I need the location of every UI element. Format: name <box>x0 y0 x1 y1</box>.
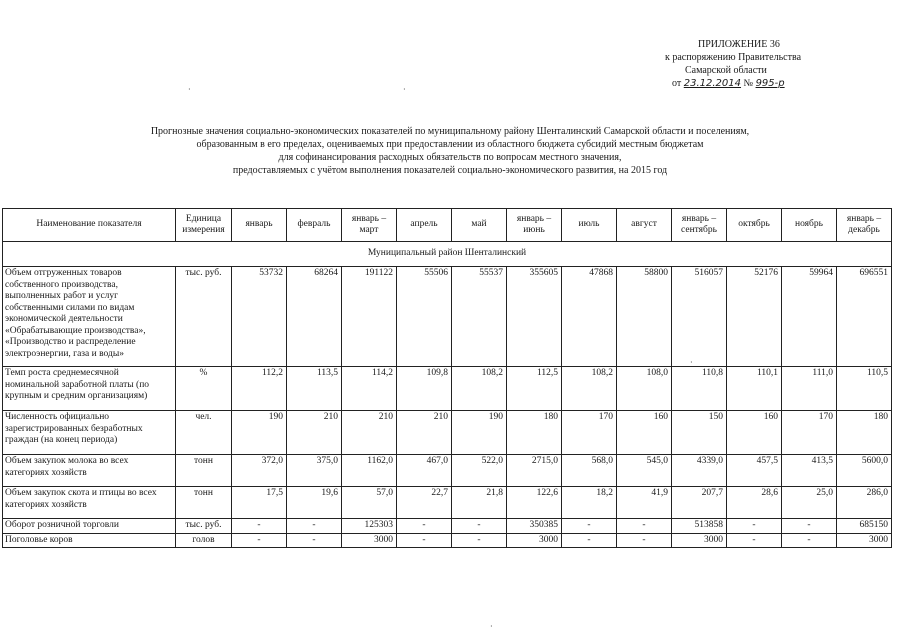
table-row <box>3 267 892 367</box>
value-cell: 19,6 <box>287 487 342 519</box>
scan-dot: · <box>188 85 191 94</box>
value-cell: 180 <box>837 411 892 455</box>
header-row <box>3 209 892 242</box>
appendix-region: Самарской области <box>685 65 767 76</box>
value-cell: 114,2 <box>342 367 397 411</box>
indicator-name: Темп роста среднемесячной номинальной заработной платы (по крупным и средним организациям) <box>3 367 176 411</box>
value-cell: 52176 <box>727 267 782 367</box>
title-line: предоставляемых с учётом выполнения показателей социально-экономического развития, на 2015 год <box>232 165 668 176</box>
value-cell: 58800 <box>617 267 672 367</box>
column-header: январь – сентябрь <box>672 209 727 242</box>
value-cell: - <box>727 533 782 548</box>
unit-cell: тонн <box>176 455 232 487</box>
value-cell: 1162,0 <box>342 455 397 487</box>
scan-dot: · <box>490 622 493 631</box>
table-row <box>3 455 892 487</box>
indicator-name: Объем отгруженных товаров собственного производства, выполненных работ и услуг собственными силами по видам экономической деятельности «Обрабатывающие производства», «Производство и распределение электроэнергии, газа и воды» <box>3 267 176 367</box>
column-header: ноябрь <box>782 209 837 242</box>
title-line: Прогнозные значения социально-экономических показателей по муниципальному району Шенталинский Самарской области и поселениям, <box>150 126 750 137</box>
title-line: для софинансирования расходных обязательств по вопросам местного значения, <box>278 152 622 163</box>
scan-dot: · <box>403 85 406 94</box>
indicator-name: Объем закупок молока во всех категориях хозяйств <box>3 455 176 487</box>
value-cell: - <box>617 519 672 534</box>
value-cell: 350385 <box>507 519 562 534</box>
value-cell: 568,0 <box>562 455 617 487</box>
section-title: Муниципальный район Шенталинский <box>3 242 892 267</box>
value-cell: 2715,0 <box>507 455 562 487</box>
date-prefix: от <box>672 78 682 89</box>
value-cell: 4339,0 <box>672 455 727 487</box>
value-cell: 210 <box>287 411 342 455</box>
value-cell: 180 <box>507 411 562 455</box>
value-cell: - <box>232 519 287 534</box>
value-cell: 190 <box>452 411 507 455</box>
unit-cell: тыс. руб. <box>176 519 232 534</box>
value-cell: - <box>782 519 837 534</box>
value-cell: 25,0 <box>782 487 837 519</box>
column-header: Единица измерения <box>176 209 232 242</box>
table-row <box>3 519 892 534</box>
value-cell: - <box>562 519 617 534</box>
value-cell: 47868 <box>562 267 617 367</box>
document-title <box>100 125 800 177</box>
column-header: май <box>452 209 507 242</box>
value-cell: 22,7 <box>397 487 452 519</box>
appendix-order: к распоряжению Правительства <box>665 52 802 63</box>
value-cell: 457,5 <box>727 455 782 487</box>
column-header: Наименование показателя <box>3 209 176 242</box>
table-row <box>3 533 892 548</box>
value-cell: 545,0 <box>617 455 672 487</box>
value-cell: 125303 <box>342 519 397 534</box>
unit-cell: тонн <box>176 487 232 519</box>
value-cell: 109,8 <box>397 367 452 411</box>
value-cell: 59964 <box>782 267 837 367</box>
value-cell: 112,5 <box>507 367 562 411</box>
value-cell: 286,0 <box>837 487 892 519</box>
appendix-title: ПРИЛОЖЕНИЕ 36 <box>698 39 780 50</box>
value-cell: 190 <box>232 411 287 455</box>
value-cell: 513858 <box>672 519 727 534</box>
value-cell: 191122 <box>342 267 397 367</box>
value-cell: 18,2 <box>562 487 617 519</box>
value-cell: 3000 <box>672 533 727 548</box>
value-cell: 55506 <box>397 267 452 367</box>
value-cell: 467,0 <box>397 455 452 487</box>
indicator-name: Численность официально зарегистрированных безработных граждан (на конец периода) <box>3 411 176 455</box>
value-cell: 160 <box>727 411 782 455</box>
value-cell: - <box>782 533 837 548</box>
value-cell: 57,0 <box>342 487 397 519</box>
value-cell: 21,8 <box>452 487 507 519</box>
appendix-block <box>600 38 900 90</box>
column-header: октябрь <box>727 209 782 242</box>
column-header: январь <box>232 209 287 242</box>
unit-cell: голов <box>176 533 232 548</box>
column-header: январь – декабрь <box>837 209 892 242</box>
value-cell: 3000 <box>837 533 892 548</box>
section-row <box>3 242 892 267</box>
value-cell: 375,0 <box>287 455 342 487</box>
value-cell: - <box>452 533 507 548</box>
value-cell: 113,5 <box>287 367 342 411</box>
value-cell: 210 <box>342 411 397 455</box>
value-cell: - <box>617 533 672 548</box>
value-cell: - <box>727 519 782 534</box>
indicators-table <box>2 208 892 548</box>
value-cell: 108,2 <box>452 367 507 411</box>
number-prefix: № <box>743 78 754 89</box>
value-cell: 55537 <box>452 267 507 367</box>
value-cell: 207,7 <box>672 487 727 519</box>
value-cell: - <box>397 519 452 534</box>
value-cell: 3000 <box>342 533 397 548</box>
value-cell: 41,9 <box>617 487 672 519</box>
appendix-date: 23.12.2014 <box>683 78 742 89</box>
value-cell: 110,1 <box>727 367 782 411</box>
value-cell: 516057 <box>672 267 727 367</box>
title-line: образованным в его пределах, оцениваемых при предоставлении из областного бюджета субсидий местным бюджетам <box>196 139 704 150</box>
value-cell: 355605 <box>507 267 562 367</box>
indicator-name: Поголовье коров <box>3 533 176 548</box>
indicator-name: Оборот розничной торговли <box>3 519 176 534</box>
unit-cell: % <box>176 367 232 411</box>
value-cell: 110,5 <box>837 367 892 411</box>
value-cell: - <box>232 533 287 548</box>
value-cell: 150 <box>672 411 727 455</box>
value-cell: 28,6 <box>727 487 782 519</box>
value-cell: 160 <box>617 411 672 455</box>
value-cell: - <box>397 533 452 548</box>
column-header: январь – июнь <box>507 209 562 242</box>
value-cell: 122,6 <box>507 487 562 519</box>
value-cell: 68264 <box>287 267 342 367</box>
value-cell: 5600,0 <box>837 455 892 487</box>
value-cell: 112,2 <box>232 367 287 411</box>
value-cell: 53732 <box>232 267 287 367</box>
column-header: август <box>617 209 672 242</box>
scan-dot: · <box>690 358 693 367</box>
table-row <box>3 367 892 411</box>
value-cell: 696551 <box>837 267 892 367</box>
indicator-name: Объем закупок скота и птицы во всех категориях хозяйств <box>3 487 176 519</box>
table-row <box>3 411 892 455</box>
value-cell: 110,8 <box>672 367 727 411</box>
value-cell: - <box>452 519 507 534</box>
value-cell: - <box>562 533 617 548</box>
value-cell: 210 <box>397 411 452 455</box>
column-header: апрель <box>397 209 452 242</box>
value-cell: 372,0 <box>232 455 287 487</box>
value-cell: 685150 <box>837 519 892 534</box>
unit-cell: чел. <box>176 411 232 455</box>
table-row <box>3 487 892 519</box>
appendix-date-line <box>600 77 900 90</box>
value-cell: - <box>287 519 342 534</box>
column-header: январь – март <box>342 209 397 242</box>
column-header: февраль <box>287 209 342 242</box>
appendix-number: 995-р <box>755 78 785 89</box>
value-cell: - <box>287 533 342 548</box>
unit-cell: тыс. руб. <box>176 267 232 367</box>
value-cell: 170 <box>562 411 617 455</box>
value-cell: 108,2 <box>562 367 617 411</box>
value-cell: 108,0 <box>617 367 672 411</box>
value-cell: 522,0 <box>452 455 507 487</box>
value-cell: 111,0 <box>782 367 837 411</box>
value-cell: 3000 <box>507 533 562 548</box>
value-cell: 170 <box>782 411 837 455</box>
value-cell: 17,5 <box>232 487 287 519</box>
column-header: июль <box>562 209 617 242</box>
value-cell: 413,5 <box>782 455 837 487</box>
